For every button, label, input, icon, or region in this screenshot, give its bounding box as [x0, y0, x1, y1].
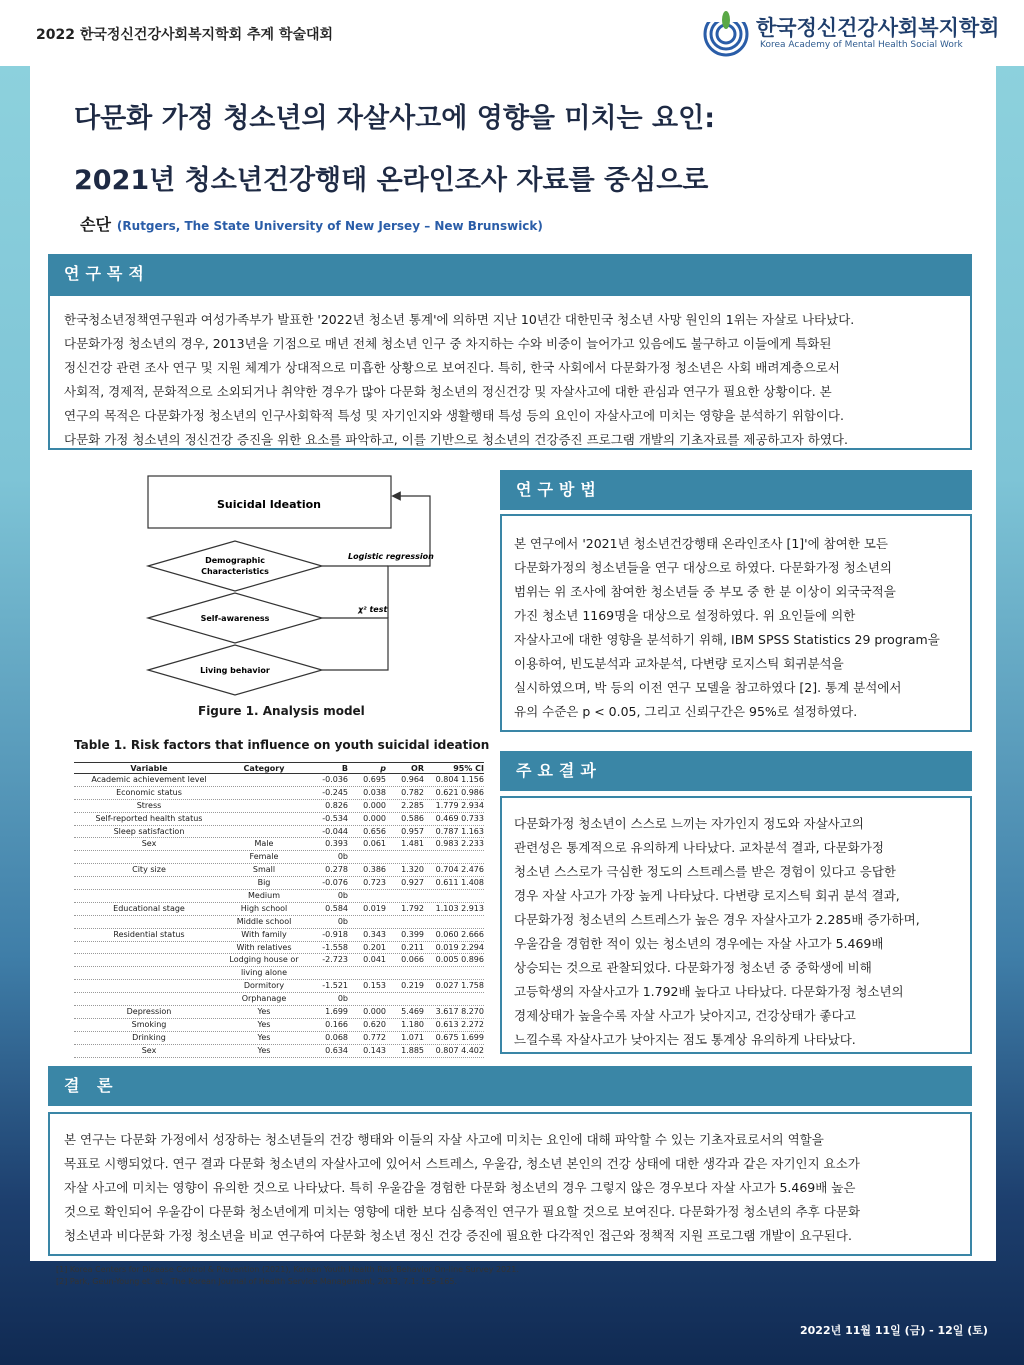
author-affiliation: (Rutgers, The State University of New Jersey – New Brunswick) [116, 219, 543, 233]
method-text-line: 본 연구에서 '2021년 청소년건강행태 온라인조사 [1]'에 참여한 모든 [514, 536, 889, 551]
table-cell: 0.957 [401, 826, 424, 836]
table-cell: 0.695 [363, 775, 386, 784]
table-cell: Yes [257, 1032, 271, 1042]
table-cell: Orphanage [241, 994, 287, 1004]
purpose-text-line: 다문화가정 청소년의 경우, 2013년을 기점으로 매년 전체 청소년 인구 중 차지하는 수와 비중이 늘어가고 있음에도 불구하고 이들에게 특화된 [64, 336, 832, 351]
table-cell: -0.044 [322, 826, 348, 836]
results-heading: 주요결과 [500, 751, 972, 791]
conclusion-text-line: 자살 사고에 미치는 영향이 유의한 것으로 나타났다. 특히 우울감을 경험한 다문화 청소년의 경우 그렇지 않은 경우보다 자살 사고가 5.469배 높은 [64, 1180, 856, 1195]
table-cell: 0.027 1.758 [435, 981, 484, 991]
purpose-text-line: 다문화 가정 청소년의 정신건강 증진을 위한 요소를 파악하고, 이를 기반으로 청소년의 건강증진 프로그램 개발의 기초자료를 제공하고자 하였다. [64, 432, 848, 447]
table-caption: Table 1. Risk factors that influence on youth suicidal ideation [74, 738, 490, 752]
table-row [74, 877, 484, 890]
society-logo [702, 8, 1002, 58]
table-cell: 0.804 1.156 [435, 775, 484, 784]
poster-title-line1: 다문화 가정 청소년의 자살사고에 영향을 미치는 요인: [74, 103, 715, 134]
table-cell: Yes [257, 1007, 271, 1017]
table-row [74, 1006, 484, 1019]
conference-date: 2022년 11월 11일 (금) - 12일 (토) [800, 1324, 988, 1337]
results-text-line: 경제상태가 높을수록 자살 사고가 낮아지고, 건강상태가 좋다고 [514, 1008, 856, 1023]
results-text-line: 청소년 스스로가 극심한 정도의 스트레스를 받은 경험이 있다고 응답한 [514, 864, 896, 879]
logo-english-name: Korea Academy of Mental Health Social Work [760, 40, 963, 50]
table-cell: Male [254, 839, 274, 849]
table-cell: Yes [257, 1019, 271, 1029]
references [56, 1264, 519, 1288]
logo-korean-name: 한국정신건강사회복지학회 [756, 16, 1000, 40]
table-cell: -2.723 [322, 955, 348, 965]
table-cell: 0.211 [401, 942, 424, 952]
conclusion-text-line: 청소년과 비다문화 가정 청소년을 비교 연구하여 다문화 청소년 정신 건강 증진에 필요한 다각적인 접근와 정책적 지원 프로그램 개발이 요구된다. [64, 1228, 852, 1243]
method-text-line: 다문화가정의 청소년들을 연구 대상으로 하였다. 다문화가정 청소년의 [514, 560, 892, 575]
risk-factor-table [74, 762, 484, 1058]
table-row [74, 993, 484, 1006]
method-text-line: 유의 수준은 p < 0.05, 그리고 신뢰구간은 95%로 설정하였다. [514, 704, 858, 719]
table-cell: Sex [141, 839, 157, 849]
table-row [74, 864, 484, 877]
method-text-line: 실시하였으며, 박 등의 이전 연구 모델을 참고하였다 [2]. 통계 분석에서 [514, 680, 902, 695]
table-cell: 0b [337, 891, 348, 901]
reference-item: [2] Park, Geun-Young et. at., The Korean Journal of Health Service Management, 2013, 7.1: 155-165. [56, 1277, 458, 1286]
table-cell: 0.068 [325, 1032, 348, 1042]
table-cell: 0.005 0.896 [435, 955, 484, 965]
reference-item: [1] Korea Centers for Disease Control & Prevention (2021), Korean Youth Health Risk Behavior On-line Survey 2021. [56, 1265, 519, 1274]
table-row [74, 851, 484, 864]
table-cell: With relatives [236, 942, 292, 952]
table-cell: City size [132, 865, 166, 875]
table-cell: Yes [257, 1045, 271, 1055]
table-cell: 0b [337, 994, 348, 1004]
table-header-cell: Variable [130, 764, 168, 773]
table-cell: 0.000 [363, 1007, 386, 1017]
results-text-line: 경우 자살 사고가 가장 높게 나타났다. 다변량 로지스틱 회귀 분석 결과, [514, 888, 900, 903]
method-box [500, 514, 972, 732]
table-cell: 1.792 [401, 903, 424, 913]
figure-caption: Figure 1. Analysis model [198, 704, 365, 718]
factor2-label: Self-awareness [200, 614, 270, 623]
table-cell: Economic status [116, 787, 182, 797]
table-row [74, 813, 484, 826]
table-cell: 0.611 1.408 [435, 878, 484, 888]
table-row [74, 787, 484, 800]
table-row [74, 1019, 484, 1032]
top-bar [0, 0, 1024, 66]
table-cell: 0.826 [325, 800, 348, 810]
table-cell: 0.061 [363, 839, 386, 849]
table-cell: living alone [240, 968, 288, 978]
table-cell: 0.060 2.666 [435, 929, 484, 939]
analysis-model-figure [138, 466, 438, 736]
table-cell: 0.000 [363, 813, 386, 823]
table-cell: 3.617 8.270 [435, 1007, 484, 1017]
conclusion-box [48, 1112, 972, 1256]
table-cell: 0.620 [363, 1019, 386, 1029]
conclusion-text-line: 본 연구는 다문화 가정에서 성장하는 청소년들의 건강 행태와 이들의 자살 사고에 미치는 요인에 대해 파악할 수 있는 기초자료로서의 역할을 [64, 1132, 824, 1147]
author-name: 손단 [80, 215, 111, 234]
table-cell: Drinking [132, 1032, 166, 1042]
table-cell: 0.153 [363, 981, 386, 991]
results-text-line: 우울감을 경험한 적이 있는 청소년의 경우에는 자살 사고가 5.469배 [514, 936, 884, 951]
table-cell: 0.964 [401, 775, 424, 784]
table-cell: 0.041 [363, 955, 386, 965]
results-text-line: 느낄수록 자살사고가 낮아지는 점도 통계상 유의하게 나타났다. [514, 1032, 856, 1047]
table-cell: 0.586 [401, 813, 424, 823]
purpose-text-line: 정신건강 관련 조사 연구 및 지원 체계가 상대적으로 미흡한 상황으로 보여진다. 특히, 한국 사회에서 다문화가정 청소년은 사회 배려계층으로서 [64, 360, 840, 375]
table-cell: 0.399 [401, 929, 424, 939]
table-cell: Medium [248, 891, 280, 901]
table-cell: 0.019 2.294 [435, 942, 484, 952]
method-text-line: 이용하여, 빈도분석과 교차분석, 다변량 로지스틱 회귀분석을 [514, 656, 844, 671]
table-cell: 0.584 [325, 903, 348, 913]
table-row [74, 1045, 484, 1058]
table-cell: 1.481 [401, 839, 424, 849]
table-row [74, 942, 484, 955]
table-cell: Depression [126, 1007, 172, 1017]
table-row [74, 954, 484, 967]
table-cell: 0.000 [363, 800, 386, 810]
table-cell: Middle school [236, 916, 292, 926]
table-cell: 0.386 [363, 865, 386, 875]
table-cell: 0.787 1.163 [435, 826, 484, 836]
table-cell: Sleep satisfaction [113, 826, 185, 836]
table-cell: 0b [337, 852, 348, 862]
table-row [74, 838, 484, 851]
table-cell: 0.656 [363, 826, 386, 836]
purpose-text-line: 한국청소년정책연구원과 여성가족부가 발표한 '2022년 청소년 통계'에 의하면 지난 10년간 대한민국 청소년 사망 원인의 1위는 자살로 나타났다. [64, 312, 855, 327]
table-cell: High school [240, 903, 288, 913]
table-cell: 0.393 [325, 839, 348, 849]
results-text-line: 다문화가정 청소년의 스트레스가 높은 경우 자살사고가 2.285배 증가하며, [514, 912, 920, 927]
table-header-cell: Category [243, 764, 285, 773]
table-cell: 0.634 [325, 1045, 348, 1055]
factor1-label-line2: Characteristics [201, 567, 269, 576]
results-text-line: 고등학생의 자살사고가 1.792배 높다고 나타났다. 다문화가정 청소년의 [514, 984, 904, 999]
method-text-line: 자살사고에 대한 영향을 분석하기 위해, IBM SPSS Statistics 29 program을 [514, 632, 940, 647]
table-cell: Lodging house or [229, 955, 299, 965]
table-cell: 0.038 [363, 787, 386, 797]
conclusion-text-line: 목표로 시행되었다. 연구 결과 다문화 청소년의 자살사고에 있어서 스트레스, 우울감, 청소년 본인의 건강 상태에 대한 생각과 같은 자기인지 요소가 [64, 1156, 860, 1171]
table-cell: Big [257, 878, 271, 888]
table-row [74, 967, 484, 980]
factor3-label: Living behavior [200, 666, 270, 675]
table-row [74, 916, 484, 929]
results-text-line: 상승되는 것으로 관찰되었다. 다문화가정 청소년 중 중학생에 비해 [514, 960, 872, 975]
table-cell: 0.613 2.272 [435, 1019, 484, 1029]
table-header-cell: OR [411, 764, 424, 773]
results-text-line: 관련성은 통계적으로 유의하게 나타났다. 교차분석 결과, 다문화가정 [514, 840, 884, 855]
logistic-regression-label: Logistic regression [348, 552, 434, 561]
table-row [74, 903, 484, 916]
table-cell: With family [241, 929, 287, 939]
table-cell: 1.103 2.913 [435, 903, 484, 913]
table-cell: -0.245 [322, 787, 348, 797]
table-cell: Small [252, 865, 276, 875]
factor1-label-line1: Demographic [205, 556, 265, 565]
conclusion-heading: 결 론 [48, 1066, 972, 1106]
table-cell: Stress [136, 800, 162, 810]
table-cell: 0.782 [401, 787, 424, 797]
table-header-cell: p [380, 764, 386, 773]
table-header-cell: B [341, 764, 348, 773]
table-cell: 0.675 1.699 [435, 1032, 484, 1042]
table-row [74, 1032, 484, 1045]
table-cell: Female [249, 852, 279, 862]
table-row [74, 929, 484, 942]
table-cell: -0.036 [322, 775, 348, 784]
table-cell: Residential status [113, 929, 185, 939]
table-row [74, 826, 484, 839]
table-cell: 1.320 [401, 865, 424, 875]
table-cell: -1.558 [322, 942, 348, 952]
purpose-text-line: 사회적, 경제적, 문화적으로 소외되거나 취약한 경우가 많아 다문화 청소년의 정신건강 및 자살사고에 대한 관심과 연구가 필요한 상황이다. 본 [64, 384, 832, 399]
table-cell: Academic achievement level [91, 775, 207, 784]
results-text-line: 다문화가정 청소년이 스스로 느끼는 자가인지 정도와 자살사고의 [514, 816, 864, 831]
table-header-cell: 95% CI [453, 764, 484, 773]
table-cell: 0.927 [401, 878, 424, 888]
table-row [74, 774, 484, 787]
table-cell: -1.521 [322, 981, 348, 991]
table-row [74, 800, 484, 813]
chi-square-label: χ² test [358, 605, 388, 614]
author-line [80, 212, 543, 235]
table-cell: 0.772 [363, 1032, 386, 1042]
outcome-label: Suicidal Ideation [217, 498, 321, 511]
table-cell: 0.807 4.402 [435, 1045, 484, 1055]
table-cell: 0.469 0.733 [435, 813, 484, 823]
conclusion-text-line: 것으로 확인되어 우울감이 다문화 청소년에게 미치는 영향에 대한 보다 심층적인 연구가 필요할 것으로 보여진다. 다문화가정 청소년의 추후 다문화 [64, 1204, 861, 1219]
demographic-diamond [148, 541, 322, 591]
table-cell: 0.343 [363, 929, 386, 939]
purpose-heading: 연구목적 [48, 254, 972, 294]
table-cell: 0.166 [325, 1019, 348, 1029]
table-cell: 5.469 [401, 1007, 424, 1017]
table-cell: Smoking [131, 1019, 167, 1029]
method-heading: 연구방법 [500, 470, 972, 510]
table-cell: 0.983 2.233 [435, 839, 484, 849]
table-cell: 0.621 0.986 [435, 787, 484, 797]
table-cell: 0.143 [363, 1045, 386, 1055]
table-cell: Educational stage [113, 903, 185, 913]
table-cell: Dormitory [243, 981, 285, 991]
table-cell: 0.201 [363, 942, 386, 952]
table-cell: 0.723 [363, 878, 386, 888]
table-cell: 0.278 [325, 865, 348, 875]
table-header-row [74, 762, 484, 774]
conference-name: 2022 한국정신건강사회복지학회 추계 학술대회 [36, 27, 334, 43]
table-cell: 2.285 [401, 800, 424, 810]
table-row [74, 980, 484, 993]
table-cell: 1.885 [401, 1045, 424, 1055]
table-cell: -0.534 [322, 813, 348, 823]
method-text-line: 가진 청소년 1169명을 대상으로 설정하였다. 위 요인들에 의한 [514, 608, 856, 623]
purpose-text-line: 연구의 목적은 다문화가정 청소년의 인구사회학적 특성 및 자기인지와 생활행태 특성 등의 요인이 자살사고에 미치는 영향을 분석하기 위함이다. [64, 408, 844, 423]
table-cell: 0.704 2.476 [435, 865, 484, 875]
table-cell: -0.918 [322, 929, 348, 939]
poster-panel [30, 66, 996, 1286]
table-cell: -0.076 [322, 878, 348, 888]
table-cell: 1.779 2.934 [435, 800, 484, 810]
table-cell: Sex [141, 1045, 157, 1055]
method-text-line: 범위는 위 조사에 참여한 청소년들 중 부모 중 한 분 이상이 외국국적을 [514, 584, 896, 599]
table-cell: 1.699 [325, 1007, 348, 1017]
table-cell: 0.219 [401, 981, 424, 991]
table-cell: 1.180 [401, 1019, 424, 1029]
table-row [74, 890, 484, 903]
table-cell: 1.071 [401, 1032, 424, 1042]
table-cell: 0b [337, 916, 348, 926]
table-cell: 0.066 [401, 955, 424, 965]
table-cell: 0.019 [363, 903, 386, 913]
society-logo-icon [702, 8, 752, 58]
results-box [500, 796, 972, 1054]
purpose-box [48, 294, 972, 450]
poster-title-line2: 2021년 청소년건강행태 온라인조사 자료를 중심으로 [74, 165, 709, 196]
table-cell: Self-reported health status [95, 813, 203, 823]
